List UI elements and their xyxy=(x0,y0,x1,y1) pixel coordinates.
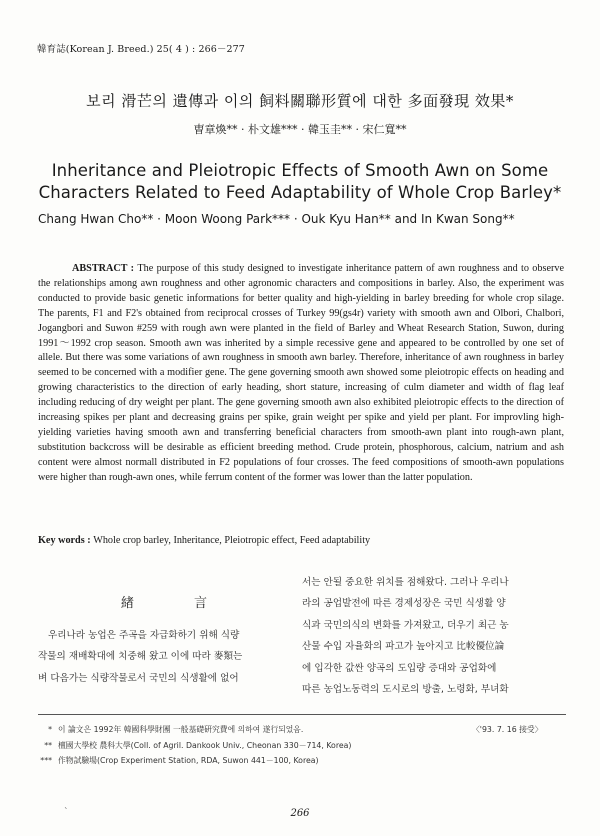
footnote-text: 作物試驗場(Crop Experiment Station, RDA, Suwon 441－100, Korea) xyxy=(58,756,319,765)
footnote-text: 檀國大學校 農科大學(Coll. of Agril. Dankook Univ., Cheonan 330－714, Korea) xyxy=(58,741,352,750)
korean-title: 보리 滑芒의 遺傳과 이의 飼料關聯形質에 대한 多面發現 效果* xyxy=(86,92,514,110)
english-title-line-2: Characters Related to Feed Adaptability of Whole Crop Barley* xyxy=(38,183,562,202)
english-title xyxy=(0,160,600,204)
keywords-text: Whole crop barley, Inheritance, Pleiotropic effect, Feed adaptability xyxy=(93,535,371,546)
english-title-line-1: Inheritance and Pleiotropic Effects of Smooth Awn on Some xyxy=(51,161,549,180)
abstract-label: ABSTRACT xyxy=(72,263,128,274)
right-line: 따른 농업노동력의 도시로의 방출, 노령화, 부녀화 xyxy=(302,684,509,696)
right-line: 식과 국민의식의 변화를 가져왔고, 더우기 최근 농 xyxy=(302,619,509,631)
abstract xyxy=(38,262,564,486)
footnote-mark: * xyxy=(48,725,52,734)
footnote-divider xyxy=(38,714,566,715)
footnote-mark: *** xyxy=(40,756,52,765)
abstract-text: The purpose of this study designed to investigate inheritance pattern of awn roughness and to observe the relationships among awn roughness and other agronomic characters and compositions in barley. Also, the experiment was conducted to provide basic genetic informations for better quality and high-yielding in barley breeding for whole crop silage. The parents, F1 and F2's obtained from reciprocal crosses of Turkey 99(gs4r) variety with smooth awn and Olbori, Chalbori, Jogangbori and Suwon #259 with rough awn were planted in the field of Barley and Wheat Research Station, Suwon, during 1991～1992 crop season. Smooth awn was inherited by a simple recessive gene and appeared to be controlled by one set of allele. But there was some variations of awn roughness in smooth awn barley. Therefore, inheritance of awn roughness in barley seemed to be concerned with a modifier gene. The gene governing smooth awn showed some pleiotropic effects on heading and growing characteristics to the direction of early heading, short stature, increasing of culm diameter and width of flag leaf including reducing of dry weight per plant. The gene governing smooth awn also exhibited pleiotropic effects to the direction of increasing spikes per plant and decreasing grains per spike, grain weight per spike and yield per plant. For improvling high-yielding varieties having smooth awn and transferring beneficial characters from smooth-awn plant into rough-awn plant, substitution backcross will be desirable as efficient breeding method. Crude protein, phosphorous, calcium, natrium and ash content were almost normall distributed in F2 populations of four crosses. The feed compositions of smooth-awn populations were higher than rough-awn ones, while ferrum content of the former was lower than the latter population. xyxy=(38,263,564,483)
keywords-colon: : xyxy=(84,535,94,546)
left-line: 벼 다음가는 식량작물로서 국민의 식생활에 없어 xyxy=(38,672,239,684)
english-authors: Chang Hwan Cho** · Moon Woong Park*** · Ouk Kyu Han** and In Kwan Song** xyxy=(38,212,515,226)
journal-citation: 韓育誌(Korean J. Breed.) 25( 4 ) : 266－277 xyxy=(37,44,245,55)
left-line: 작물의 재배확대에 치중해 왔고 이에 따라 麥類는 xyxy=(38,651,243,663)
right-line: 서는 안될 중요한 위치를 점해왔다. 그러나 우리나 xyxy=(302,577,509,588)
footnote-1 xyxy=(22,724,303,735)
footnote-2 xyxy=(22,740,351,751)
left-line: 우리나라 농업은 주곡을 자급화하기 위해 식량 xyxy=(48,630,240,641)
abstract-colon: : xyxy=(127,263,138,274)
scan-mark: ˋ xyxy=(64,808,69,818)
footnote-text: 이 論文은 1992年 韓國科學財團 一般基礎硏究費에 의하여 遂行되었음. xyxy=(58,725,304,734)
footnote-3 xyxy=(22,755,319,766)
korean-authors: 曺章煥** · 朴文雄*** · 韓玉圭** · 宋仁寬** xyxy=(193,123,407,136)
footnote-mark: ** xyxy=(44,741,52,750)
keywords-label: Key words xyxy=(38,535,85,546)
right-line: 산물 수입 자율화의 파고가 높아지고 比較優位論 xyxy=(302,641,505,653)
page-number: 266 xyxy=(290,808,310,819)
introduction-left-column xyxy=(38,625,294,689)
right-line: 에 입각한 값싼 양곡의 도입량 증대와 공업화에 xyxy=(302,662,497,674)
introduction-right-column xyxy=(302,572,570,700)
right-line: 라의 공업발전에 따른 경제성장은 국민 식생활 양 xyxy=(302,598,506,610)
received-date: 〈'93. 7. 16 接受〉 xyxy=(472,725,543,734)
introduction-heading: 緖 言 xyxy=(120,596,236,611)
keywords xyxy=(38,535,564,546)
